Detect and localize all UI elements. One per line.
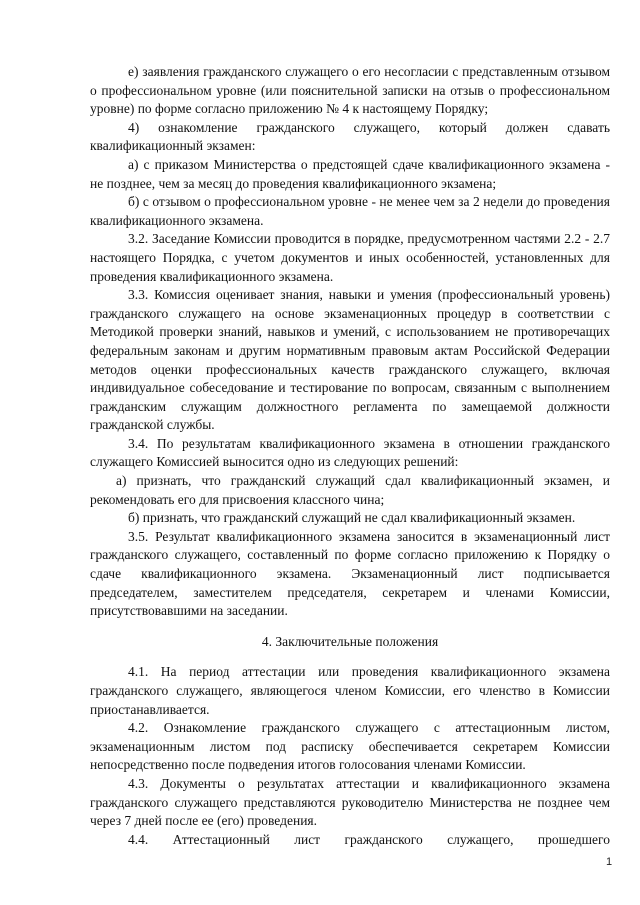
paragraph-3-4-b: б) признать, что гражданский служащий не сдал квалификационный экзамен.: [128, 510, 576, 526]
paragraph-item-4: 4) ознакомление гражданского служащего, который должен сдавать квалификационный экзамен:: [90, 119, 610, 154]
document-body: [90, 63, 610, 849]
page-number: 1: [606, 856, 613, 868]
paragraph-4-3: 4.3. Документы о результатах аттестации и квалификационного экзамена гражданского служащего представляются руководителю Министерства не позднее чем через 7 дней после ее (его) проведения.: [90, 775, 610, 829]
paragraph-3-4: 3.4. По результатам квалификационного экзамена в отношении гражданского служащего Комиссией выносится одно из следующих решений:: [90, 435, 610, 470]
paragraph-3-5: 3.5. Результат квалификационного экзамена заносится в экзаменационный лист гражданского служащего, составленный по форме согласно приложению к Порядку о сдаче квалификационного экзамена. Экзаменационный лист подписывается председателем, заместителем председателя, секретарем и членами Комиссии, присутствовавшими на заседании.: [90, 528, 610, 619]
paragraph-item-b: б) с отзывом о профессиональном уровне - не менее чем за 2 недели до проведения квалификационного экзамена.: [90, 194, 610, 228]
paragraph-item-e: е) заявления гражданского служащего о его несогласии с представленным отзывом о профессиональном уровне (или пояснительной записки на отзыв о профессиональном уровне) по форме согласно приложению № 4 к настоящему Порядку;: [90, 64, 610, 117]
paragraph-3-4-a: а) признать, что гражданский служащий сдал квалификационный экзамен, и рекомендовать его для присвоения классного чина;: [90, 473, 610, 507]
paragraph-4-4: 4.4. Аттестационный лист гражданского служащего, прошедшего: [128, 831, 610, 847]
section-heading: 4. Заключительные положения: [261, 633, 439, 649]
paragraph-4-1: 4.1. На период аттестации или проведения квалификационного экзамена гражданского служащего, являющегося членом Комиссии, его членство в Комиссии приостанавливается.: [90, 664, 610, 717]
paragraph-4-2: 4.2. Ознакомление гражданского служащего с аттестационным листом, экзаменационным листом под расписку обеспечивается секретарем Комиссии непосредственно после подведения итогов голосования членами Комиссии.: [90, 720, 610, 773]
paragraph-3-3: 3.3. Комиссия оценивает знания, навыки и умения (профессиональный уровень) гражданского служащего на основе экзаменационных процедур в соответствии с Методикой проверки знаний, навыков и умений, с использованием не противоречащих федеральным законам и другим нормативным правовым актам Российской Федерации методов оценки профессиональных качеств гражданского служащего, включая индивидуальное собеседование и тестирование по вопросам, связанным с выполнением гражданским служащим должностного регламента по замещаемой должности гражданской службы.: [90, 287, 610, 433]
paragraph-item-a: а) с приказом Министерства о предстоящей сдаче квалификационного экзамена - не позднее, чем за месяц до проведения квалификационного экзамена;: [90, 156, 610, 191]
paragraph-3-2: 3.2. Заседание Комиссии проводится в порядке, предусмотренном частями 2.2 - 2.7 настоящего Порядка, с учетом документов и иных особенностей, установленных для проведения квалификационного экзамена.: [90, 231, 610, 284]
